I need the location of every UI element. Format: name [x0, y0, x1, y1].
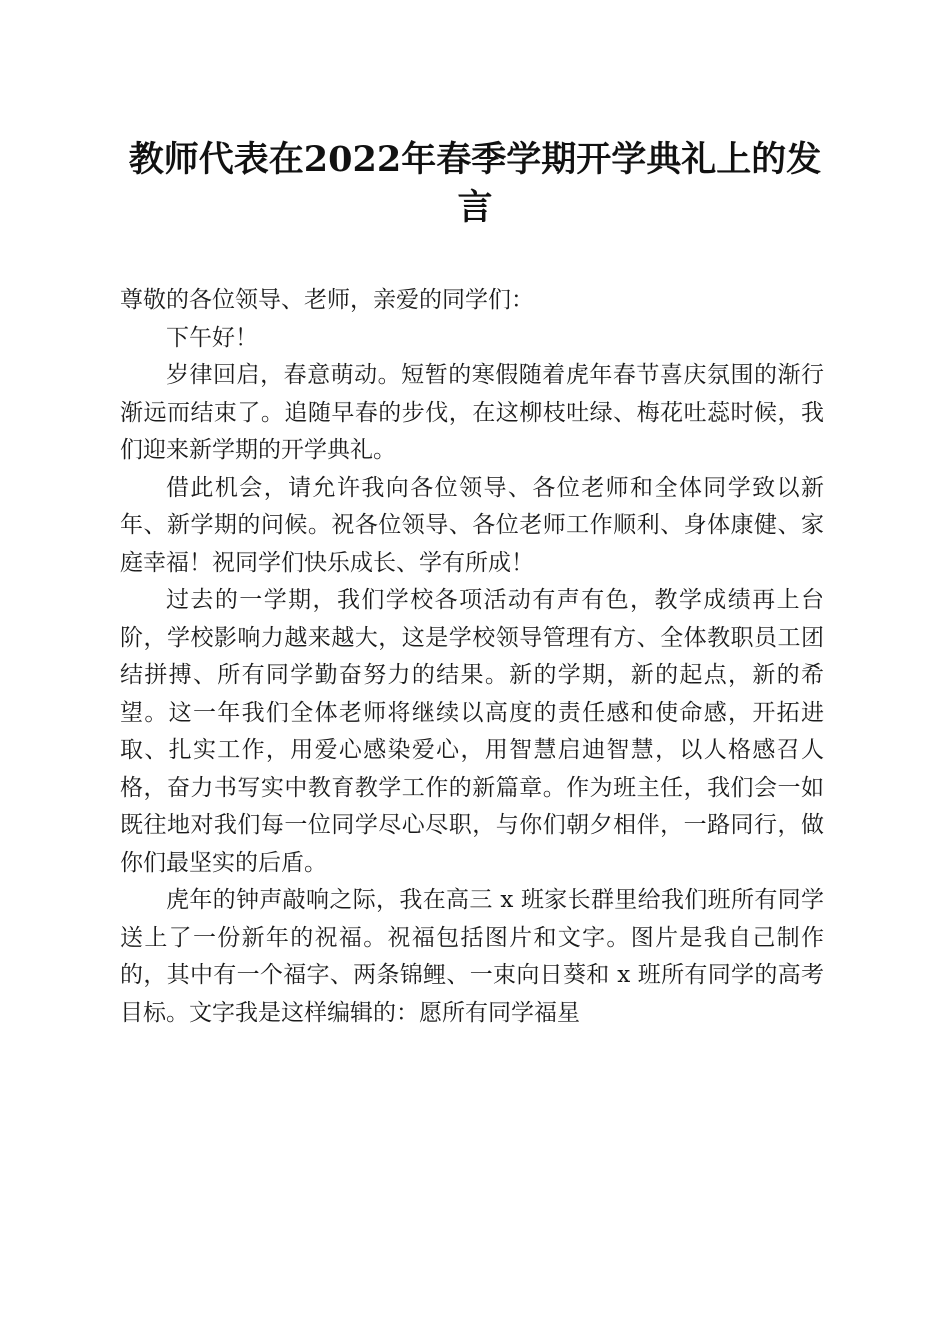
- paragraph-spring: 岁律回启，春意萌动。短暂的寒假随着虎年春节喜庆氛围的渐行渐远而结束了。追随早春的步伐，在这柳枝吐绿、梅花吐蕊时候，我们迎来新学期的开学典礼。: [120, 362, 824, 463]
- paragraph-blessing: 虎年的钟声敲响之际，我在高三 x 班家长群里给我们班所有同学送上了一份新年的祝福。祝福包括图片和文字。图片是我自己制作的，其中有一个福字、两条锦鲤、一束向日葵和 x 班所有同学的高考目标。文字我是这样编辑的：愿所有同学福星: [120, 887, 824, 1026]
- document-title: 教师代表在2022年春季学期开学典礼上的发言: [128, 139, 822, 228]
- paragraph-greeting: 下午好！: [166, 324, 258, 351]
- salutation: 尊敬的各位领导、老师，亲爱的同学们：: [120, 287, 534, 313]
- paragraph-wishes: 借此机会，请允许我向各位领导、各位老师和全体同学致以新年、新学期的问候。祝各位领导、各位老师工作顺利、身体康健、家庭幸福！祝同学们快乐成长、学有所成！: [120, 474, 824, 576]
- document-body: [120, 282, 824, 1032]
- paragraph-review: 过去的一学期，我们学校各项活动有声有色，教学成绩再上台阶，学校影响力越来越大，这是学校领导管理有方、全体教职员工团结拼搏、所有同学勤奋努力的结果。新的学期，新的起点，新的希望。这一年我们全体老师将继续以高度的责任感和使命感，开拓进取、扎实工作，用爱心感染爱心，用智慧启迪智慧，以人格感召人格，奋力书写实中教育教学工作的新篇章。作为班主任，我们会一如既往地对我们每一位同学尽心尽职，与你们朝夕相伴，一路同行，做你们最坚实的后盾。: [120, 587, 824, 876]
